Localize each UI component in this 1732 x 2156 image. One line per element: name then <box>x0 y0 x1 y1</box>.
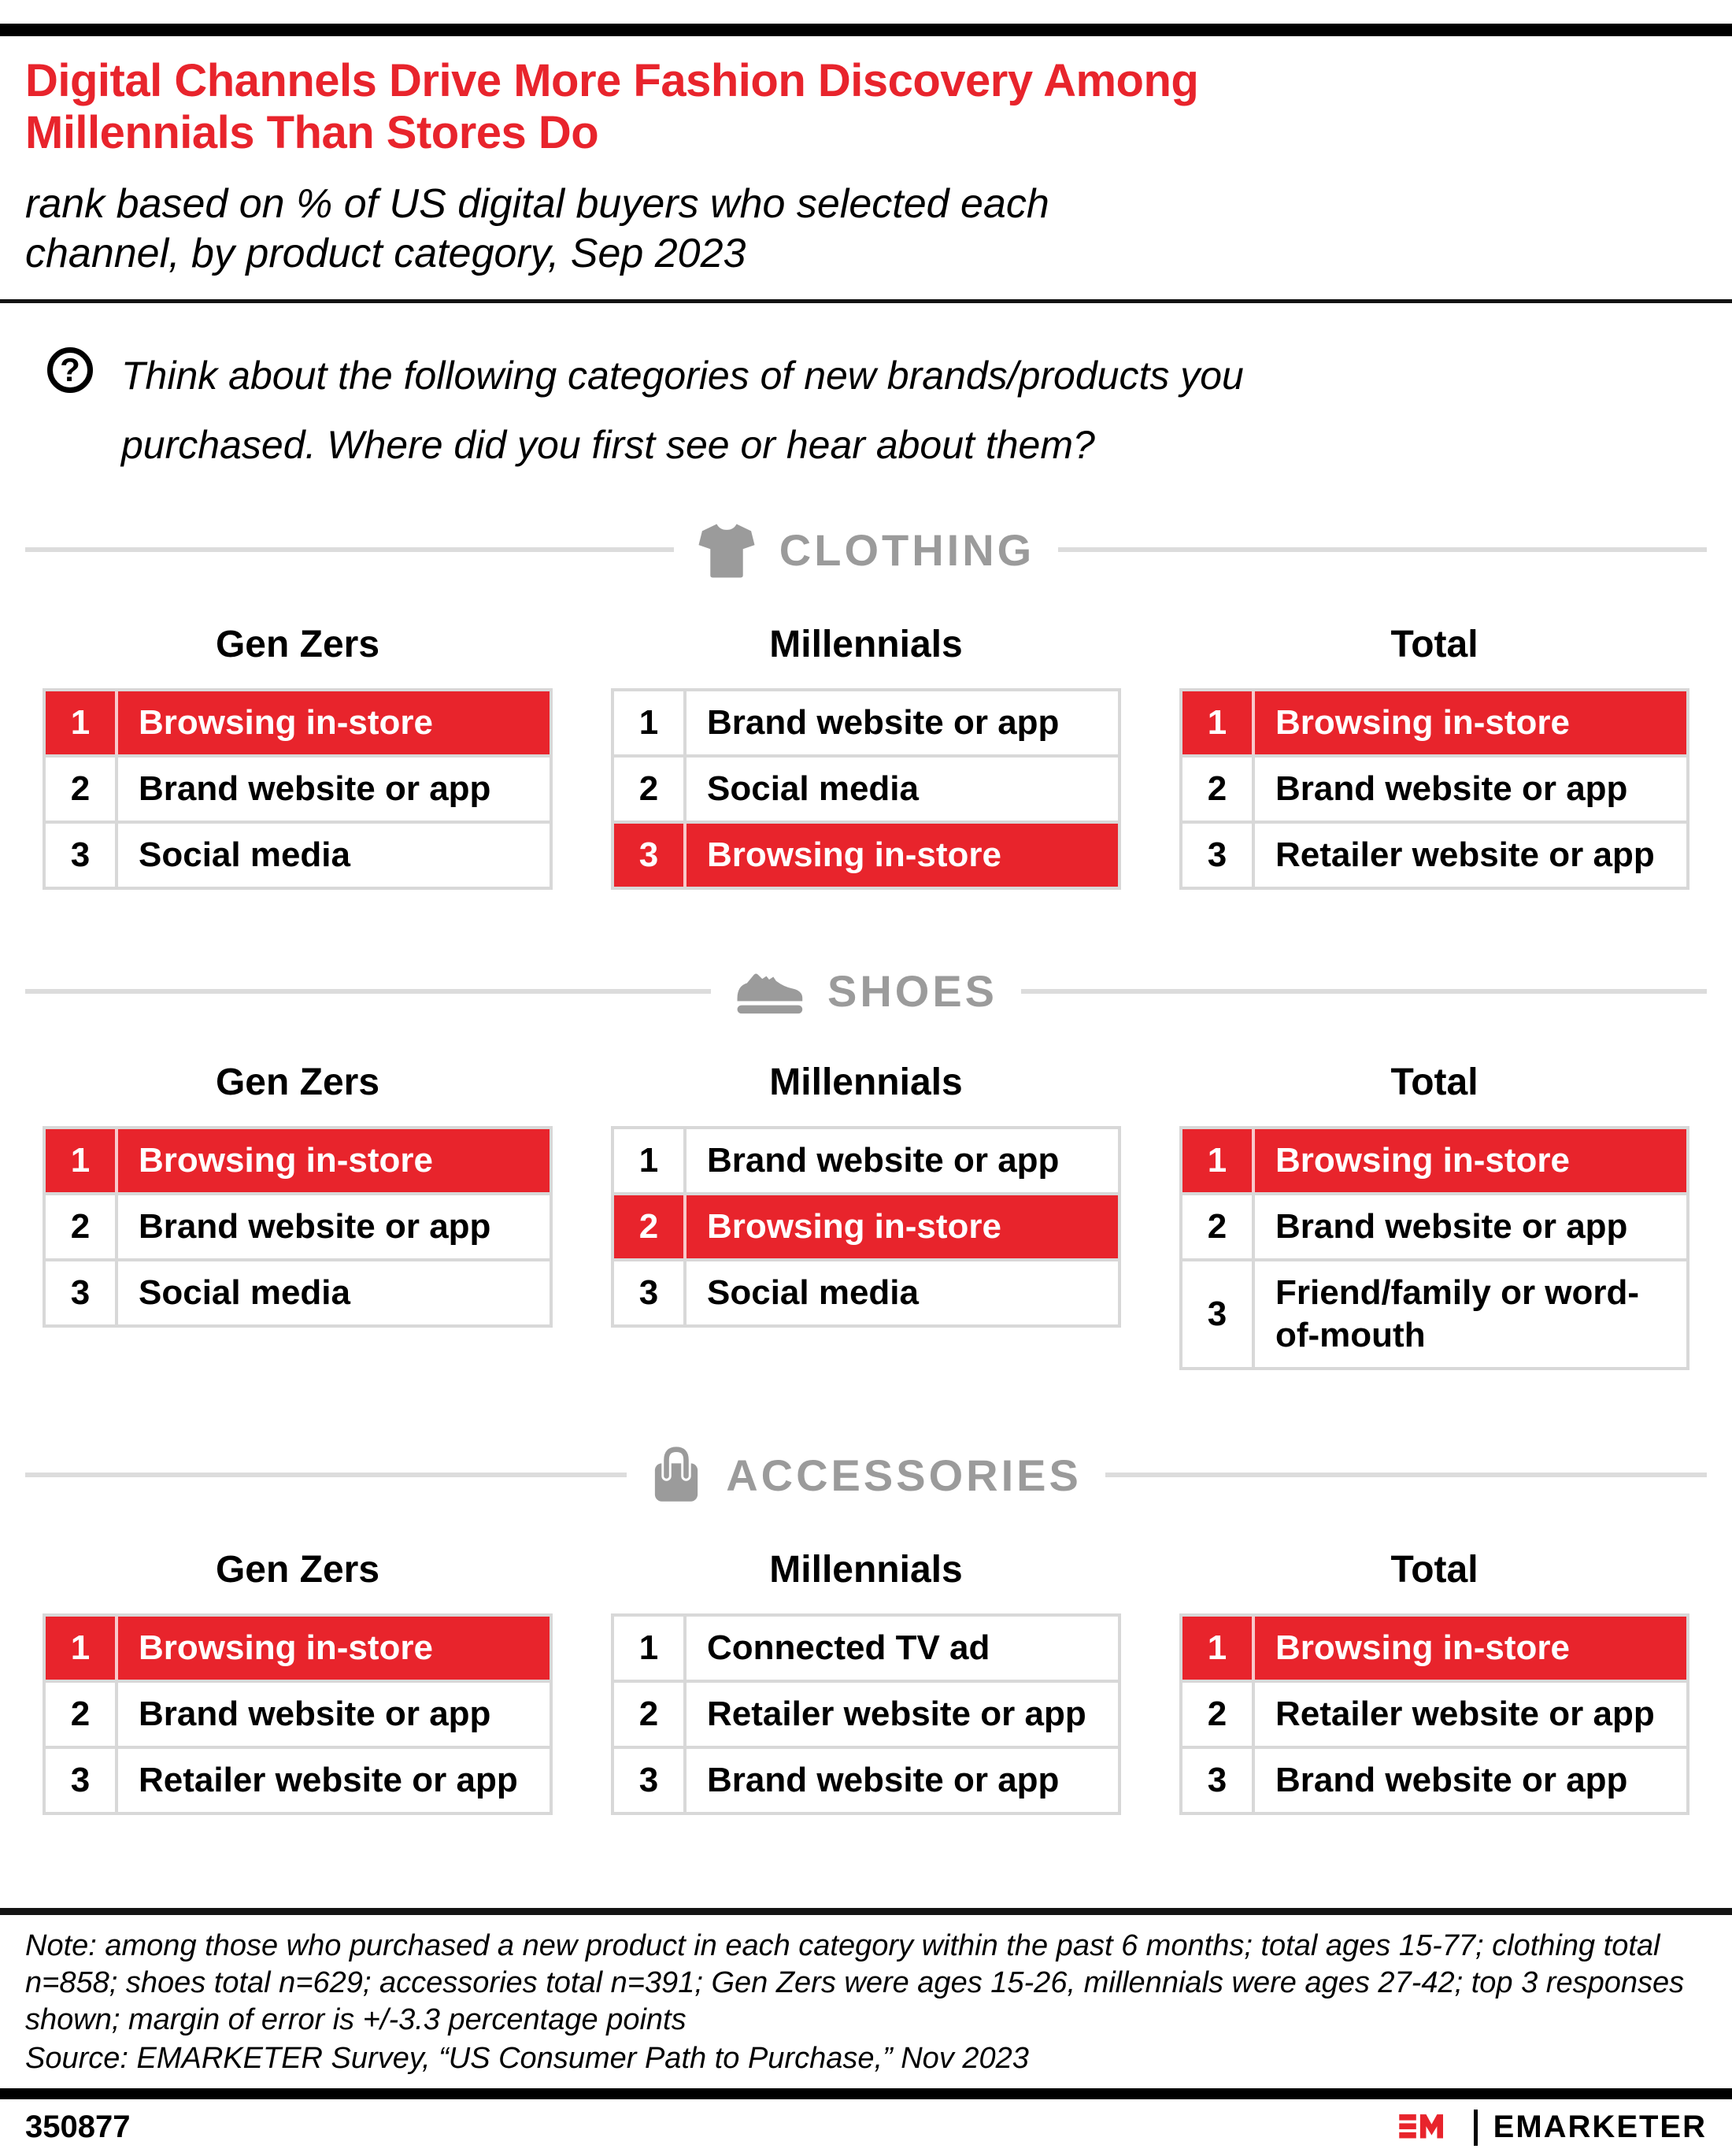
channel-label: Brand website or app <box>139 1695 491 1733</box>
channel-label: Social media <box>707 1273 920 1312</box>
rank-cell: 3 <box>1182 1749 1255 1812</box>
channel-label: Browsing in-store <box>139 1628 434 1667</box>
table-row <box>1182 691 1686 754</box>
rank-cell: 2 <box>46 758 118 821</box>
section-line-right <box>1021 989 1707 994</box>
top-black-bar <box>0 24 1732 36</box>
rank-table <box>43 1613 553 1815</box>
rank-cell: 3 <box>1182 1261 1255 1367</box>
channel-label: Brand website or app <box>1275 769 1628 808</box>
channel-label: Retailer website or app <box>1275 1695 1655 1733</box>
tshirt-icon <box>698 520 756 579</box>
subtitle-divider <box>0 299 1732 303</box>
table-row <box>46 691 550 754</box>
table-row <box>46 754 550 821</box>
table-row <box>46 1192 550 1258</box>
section-label-accessories: ACCESSORIES <box>726 1450 1082 1500</box>
table-row <box>1182 1617 1686 1680</box>
survey-question-text <box>121 341 1244 480</box>
channel-label: Brand website or app <box>707 703 1060 742</box>
channel-label: Retailer website or app <box>1275 835 1655 874</box>
section-header-shoes <box>25 965 1707 1017</box>
group-header: Total <box>1390 624 1478 665</box>
table-row <box>46 1617 550 1680</box>
group-header: Millennials <box>769 624 963 665</box>
table-row <box>614 754 1118 821</box>
rank-table <box>611 1613 1121 1815</box>
survey-question-line1: Think about the following categories of new brands/products you <box>121 354 1244 398</box>
section-line-left <box>25 1473 627 1477</box>
section-label-clothing: CLOTHING <box>779 524 1035 575</box>
channel-label: Connected TV ad <box>707 1628 990 1667</box>
table-row <box>614 1617 1118 1680</box>
table-row <box>614 821 1118 887</box>
channel-label: Brand website or app <box>139 1207 491 1246</box>
channel-label: Retailer website or app <box>707 1695 1086 1733</box>
shoes-millennials-group <box>611 1061 1121 1370</box>
table-row <box>46 821 550 887</box>
rank-cell: 3 <box>46 824 118 887</box>
survey-question <box>25 341 1707 480</box>
rank-cell: 3 <box>46 1749 118 1812</box>
brand-lockup <box>1398 2107 1707 2147</box>
rank-cell: 1 <box>1182 1129 1255 1192</box>
table-row <box>46 1129 550 1192</box>
channel-label: Retailer website or app <box>139 1761 518 1799</box>
source-text: Source: EMARKETER Survey, “US Consumer Path to Purchase,” Nov 2023 <box>25 2042 1029 2075</box>
shoes-tables <box>25 1061 1707 1370</box>
rank-table <box>1179 688 1689 890</box>
clothing-tables <box>25 623 1707 890</box>
page-title-line1: Digital Channels Drive More Fashion Discovery Among <box>25 55 1199 106</box>
group-header: Gen Zers <box>215 1549 380 1591</box>
page-title-line2: Millennials Than Stores Do <box>25 107 599 158</box>
rank-cell: 2 <box>1182 1683 1255 1746</box>
page-subtitle <box>25 180 1707 279</box>
channel-label: Brand website or app <box>1275 1207 1628 1246</box>
table-row <box>614 1258 1118 1324</box>
section-line-left <box>25 989 711 994</box>
section-line-right <box>1058 547 1707 552</box>
footer-black-bar <box>0 2088 1732 2099</box>
brand-divider <box>1474 2110 1478 2146</box>
group-header: Total <box>1390 1549 1478 1591</box>
table-row <box>1182 754 1686 821</box>
table-row <box>1182 1746 1686 1812</box>
rank-cell: 1 <box>614 1617 687 1680</box>
shopping-bag-icon <box>650 1446 702 1504</box>
rank-table <box>611 1126 1121 1328</box>
table-row <box>614 1192 1118 1258</box>
em-logo-icon <box>1398 2107 1458 2147</box>
group-header: Gen Zers <box>215 1061 380 1103</box>
channel-label: Browsing in-store <box>139 703 434 742</box>
rank-cell: 3 <box>614 1261 687 1324</box>
channel-label: Browsing in-store <box>139 1141 434 1180</box>
table-row <box>1182 1258 1686 1367</box>
channel-label: Friend/family or word-of-mouth <box>1275 1273 1640 1354</box>
channel-label: Brand website or app <box>139 769 491 808</box>
group-header: Total <box>1390 1061 1478 1103</box>
rank-cell: 3 <box>614 824 687 887</box>
rank-cell: 2 <box>614 1195 687 1258</box>
rank-table <box>1179 1126 1689 1370</box>
channel-label: Browsing in-store <box>707 835 1002 874</box>
clothing-total-group <box>1179 623 1689 890</box>
rank-cell: 1 <box>46 1617 118 1680</box>
rank-cell: 3 <box>614 1749 687 1812</box>
survey-question-line2: purchased. Where did you first see or hear about them? <box>121 423 1095 467</box>
channel-label: Brand website or app <box>1275 1761 1628 1799</box>
sneaker-icon <box>735 966 804 1017</box>
rank-cell: 1 <box>46 691 118 754</box>
accessories-tables <box>25 1548 1707 1815</box>
clothing-genz-group <box>43 623 553 890</box>
question-mark-circle-icon: ? <box>47 347 93 393</box>
accessories-millennials-group <box>611 1548 1121 1815</box>
table-row <box>46 1746 550 1812</box>
channel-label: Brand website or app <box>707 1141 1060 1180</box>
rank-cell: 1 <box>1182 691 1255 754</box>
section-label-shoes: SHOES <box>827 966 998 1016</box>
group-header: Millennials <box>769 1061 963 1103</box>
rank-cell: 1 <box>46 1129 118 1192</box>
page-title <box>25 55 1707 159</box>
rank-table <box>43 688 553 890</box>
rank-cell: 2 <box>1182 758 1255 821</box>
table-row <box>614 1129 1118 1192</box>
channel-label: Browsing in-store <box>1275 1628 1571 1667</box>
rank-cell: 3 <box>46 1261 118 1324</box>
table-row <box>1182 1192 1686 1258</box>
page-subtitle-line2: channel, by product category, Sep 2023 <box>25 231 746 276</box>
channel-label: Social media <box>139 1273 351 1312</box>
table-row <box>46 1258 550 1324</box>
channel-label: Browsing in-store <box>707 1207 1002 1246</box>
table-row <box>46 1680 550 1746</box>
table-row <box>614 1746 1118 1812</box>
accessories-total-group <box>1179 1548 1689 1815</box>
table-row <box>1182 1680 1686 1746</box>
channel-label: Browsing in-store <box>1275 1141 1571 1180</box>
rank-cell: 2 <box>614 1683 687 1746</box>
channel-label: Browsing in-store <box>1275 703 1571 742</box>
rank-table <box>43 1126 553 1328</box>
section-header-clothing <box>25 520 1707 579</box>
rank-cell: 2 <box>1182 1195 1255 1258</box>
rank-table <box>611 688 1121 890</box>
rank-table <box>1179 1613 1689 1815</box>
channel-label: Brand website or app <box>707 1761 1060 1799</box>
rank-cell: 1 <box>614 691 687 754</box>
table-row <box>614 691 1118 754</box>
brand-name: EMARKETER <box>1493 2110 1707 2144</box>
rank-cell: 2 <box>46 1195 118 1258</box>
chart-id: 350877 <box>25 2110 131 2144</box>
section-header-accessories <box>25 1446 1707 1504</box>
clothing-millennials-group <box>611 623 1121 890</box>
table-row <box>614 1680 1118 1746</box>
table-row <box>1182 821 1686 887</box>
accessories-genz-group <box>43 1548 553 1815</box>
rank-cell: 2 <box>46 1683 118 1746</box>
note-text: Note: among those who purchased a new product in each category within the past 6 months; total ages 15-77; clothing total n=858; shoes total n=629; accessories total n=391; Gen Zers were ages 15-26, millennials were ages 27-42; top 3 responses shown; margin of error is +/-3.3 percentage points <box>25 1929 1685 2036</box>
footer-row <box>0 2099 1732 2147</box>
rank-cell: 1 <box>1182 1617 1255 1680</box>
shoes-total-group <box>1179 1061 1689 1370</box>
channel-label: Social media <box>139 835 351 874</box>
shoes-genz-group <box>43 1061 553 1370</box>
section-line-left <box>25 547 674 552</box>
page-subtitle-line1: rank based on % of US digital buyers who selected each <box>25 181 1049 227</box>
rank-cell: 3 <box>1182 824 1255 887</box>
rank-cell: 2 <box>614 758 687 821</box>
channel-label: Social media <box>707 769 920 808</box>
note-divider <box>0 1908 1732 1915</box>
section-line-right <box>1105 1473 1707 1477</box>
rank-cell: 1 <box>614 1129 687 1192</box>
table-row <box>1182 1129 1686 1192</box>
group-header: Gen Zers <box>215 624 380 665</box>
group-header: Millennials <box>769 1549 963 1591</box>
